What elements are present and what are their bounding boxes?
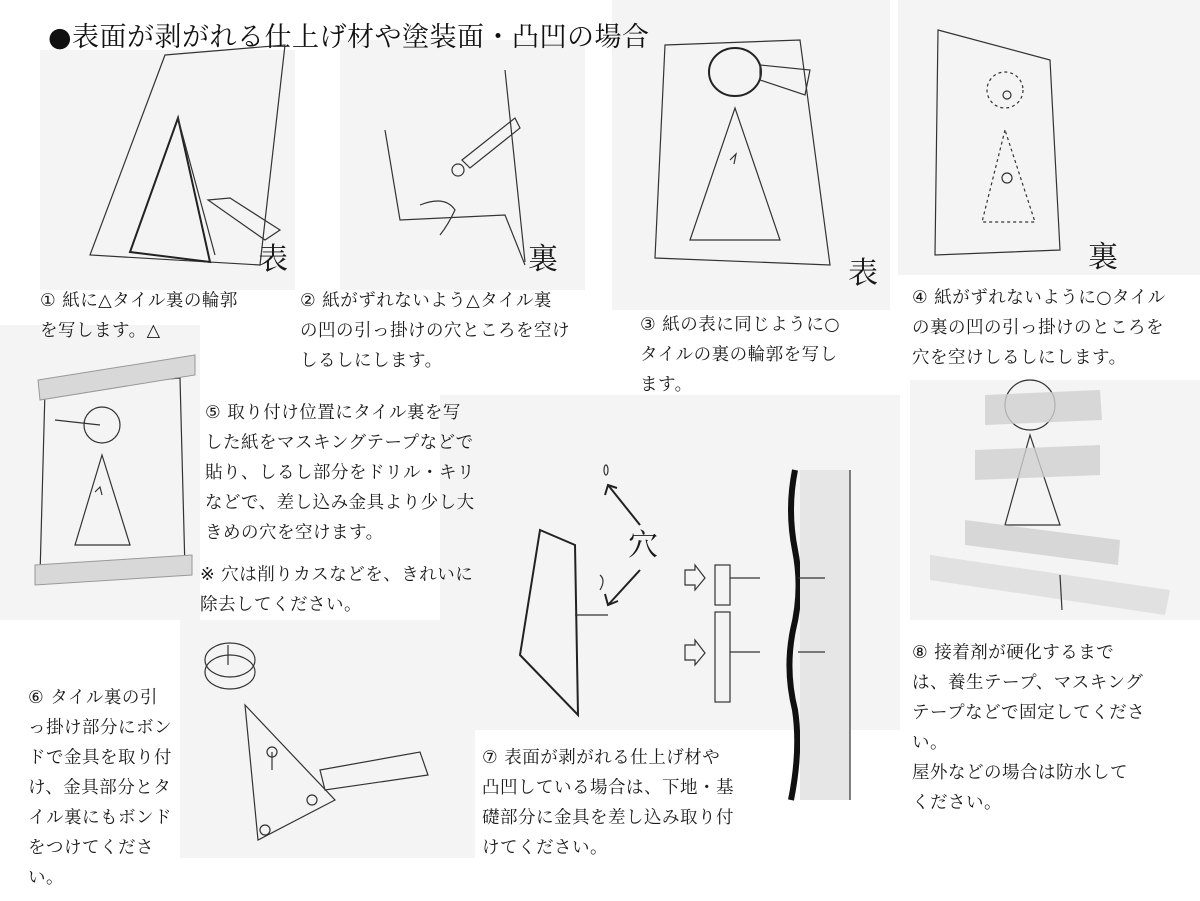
step-5-text: ⑤ 取り付け位置にタイル裏を写 した紙をマスキングテープなどで 貼り、しるし部分をドリル・キリ などで、差し込み金具より少し大 きめの穴を空けます。	[205, 403, 475, 543]
step-3-text: ③ 紙の表に同じように○ タイルの裏の輪郭を写し ます。	[640, 315, 841, 395]
step8-drawing	[930, 380, 1170, 615]
step2-drawing	[385, 70, 525, 265]
step-8-text: ⑧ 接着剤が硬化するまで は、養生テープ、マスキング テープなどで固定してくださ い。 屋外などの場合は防水して ください。	[912, 643, 1146, 813]
label-back-step2: 裏	[528, 242, 558, 277]
step6-drawing	[205, 643, 428, 840]
step-7-text: ⑦ 表面が剥がれる仕上げ材や 凸凹している場合は、下地・基 礎部分に金具を差し込み取り付 けてください。	[482, 748, 734, 858]
page-title: ●表面が剥がれる仕上げ材や塗装面・凸凹の場合	[48, 22, 650, 53]
step1-drawing	[90, 45, 285, 265]
step-2-text: ② 紙がずれないよう△タイル裏 の凹の引っ掛けの穴ところを空け しるしにします。	[300, 291, 570, 371]
step4-drawing	[935, 30, 1060, 255]
label-back-step4: 裏	[1088, 240, 1118, 275]
step-5-note-text: ※ 穴は削りカスなどを、きれいに 除去してください。	[200, 565, 474, 615]
step-1-text: ① 紙に△タイル裏の輪郭 を写します。△	[40, 291, 238, 341]
label-front-step1: 表	[258, 242, 288, 277]
label-hole: 穴	[628, 528, 658, 563]
label-front-step3: 表	[848, 256, 878, 291]
step-4-text: ④ 紙がずれないように○タイル の裏の凹の引っ掛けのところを 穴を空けしるしにします。	[912, 288, 1166, 368]
step-6-text: ⑥ タイル裏の引 っ掛け部分にボン ドで金具を取り付 け、金具部分とタ イル裏にもボンド をつけてくださ い。	[28, 688, 172, 888]
step5-drawing	[35, 355, 195, 585]
step3-drawing	[655, 40, 830, 265]
